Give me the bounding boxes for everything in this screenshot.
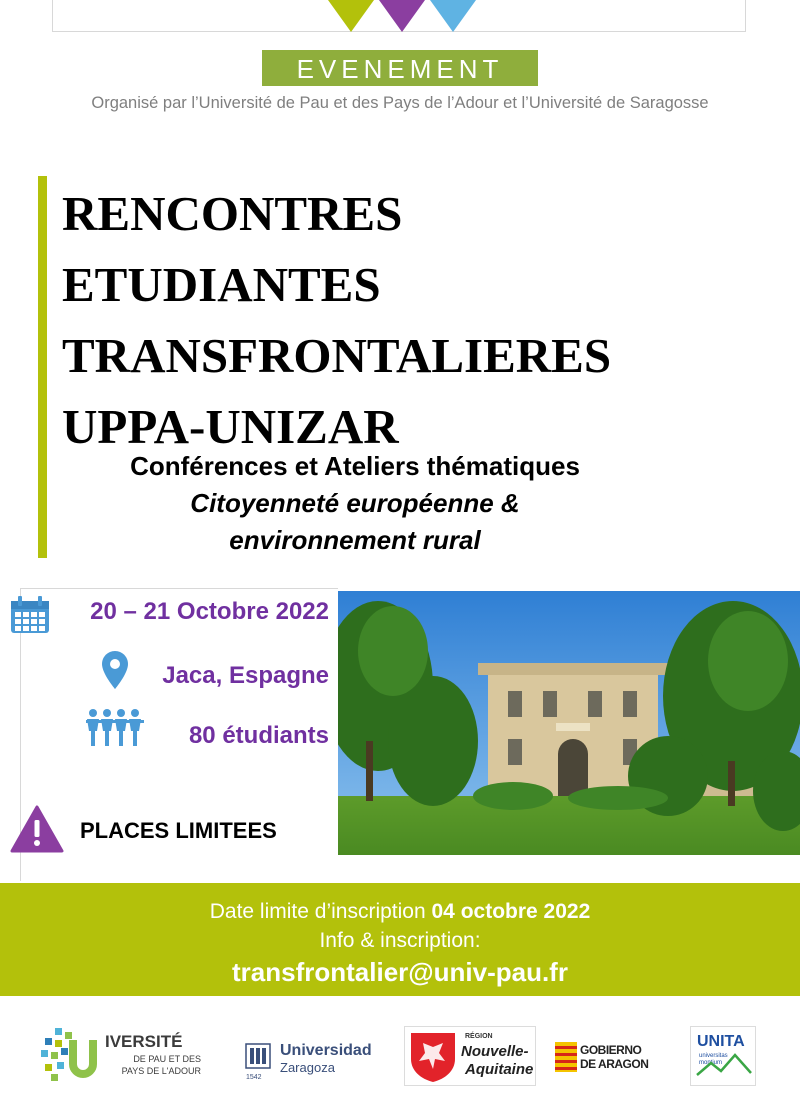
event-location: Jaca, Espagne	[162, 662, 329, 689]
uppa-sub1: DE PAU ET DES	[133, 1054, 201, 1064]
title-line: TRANSFRONTALIERES	[62, 328, 612, 383]
location-pin-icon	[102, 651, 128, 689]
title-line: UPPA-UNIZAR	[62, 399, 399, 454]
uppa-mosaic-icon	[41, 1028, 101, 1086]
info-label: Info & inscription:	[319, 929, 481, 952]
unizar-city: Zaragoza	[280, 1060, 335, 1075]
event-dates: 20 – 21 Octobre 2022	[90, 598, 329, 625]
contact-email-link[interactable]: transfrontalier@univ-pau.fr	[232, 957, 568, 987]
subtitle-theme-line: environnement rural	[229, 525, 481, 555]
uppa-name: IVERSITÉ	[105, 1032, 183, 1051]
unizar-emblem-icon	[244, 1040, 272, 1074]
warning-icon	[10, 805, 64, 853]
aragon-flag-icon	[555, 1042, 577, 1072]
region-lion-shield-icon	[409, 1031, 457, 1083]
nouvelle-aquitaine-logo	[404, 1026, 536, 1086]
unita-sub: universitas montium	[699, 1053, 728, 1066]
calendar-icon	[10, 596, 50, 634]
unita-mountain-icon	[695, 1049, 753, 1079]
region-name-1: Nouvelle-	[461, 1043, 529, 1060]
deadline-date: 04 octobre 2022	[431, 900, 591, 923]
aragon-line-1: GOBIERNO	[580, 1043, 642, 1057]
title-line: ETUDIANTES	[62, 257, 381, 312]
blue-triangle-icon	[430, 0, 476, 32]
organizer-text: Organisé par l’Université de Pau et des Pays de l’Adour et l’Université de Saragosse	[91, 94, 709, 112]
deadline-label: Date limite d’inscription	[209, 900, 432, 923]
aragon-line-2: DE ARAGON	[580, 1057, 649, 1071]
unizar-logo	[244, 1026, 380, 1086]
unita-name: UNITA	[697, 1033, 745, 1050]
subtitle	[60, 448, 650, 559]
deadline-line	[0, 900, 800, 924]
group-people-icon	[86, 708, 144, 748]
limited-places-warning: PLACES LIMITEES	[80, 818, 277, 843]
uppa-logo	[41, 1026, 203, 1086]
uppa-sub2: PAYS DE L'ADOUR	[121, 1066, 201, 1076]
region-small-label: RÉGION	[465, 1033, 493, 1040]
subtitle-theme-line: Citoyenneté européenne &	[190, 488, 520, 518]
unizar-name: Universidad	[280, 1042, 372, 1059]
campus-building-photo	[338, 591, 800, 855]
title-accent-bar	[38, 176, 47, 558]
participants-count: 80 étudiants	[188, 722, 329, 749]
unita-logo	[690, 1026, 756, 1086]
registration-band	[0, 883, 800, 996]
unizar-year: 1542	[246, 1074, 262, 1081]
gobierno-aragon-logo	[555, 1026, 655, 1086]
purple-triangle-icon	[379, 0, 425, 32]
event-badge: EVENEMENT	[262, 50, 538, 86]
page-title	[62, 178, 611, 462]
region-name-2: Aquitaine	[465, 1061, 534, 1078]
green-triangle-icon	[328, 0, 374, 32]
title-line: RENCONTRES	[62, 186, 403, 241]
subtitle-line: Conférences et Ateliers thématiques	[130, 451, 580, 481]
